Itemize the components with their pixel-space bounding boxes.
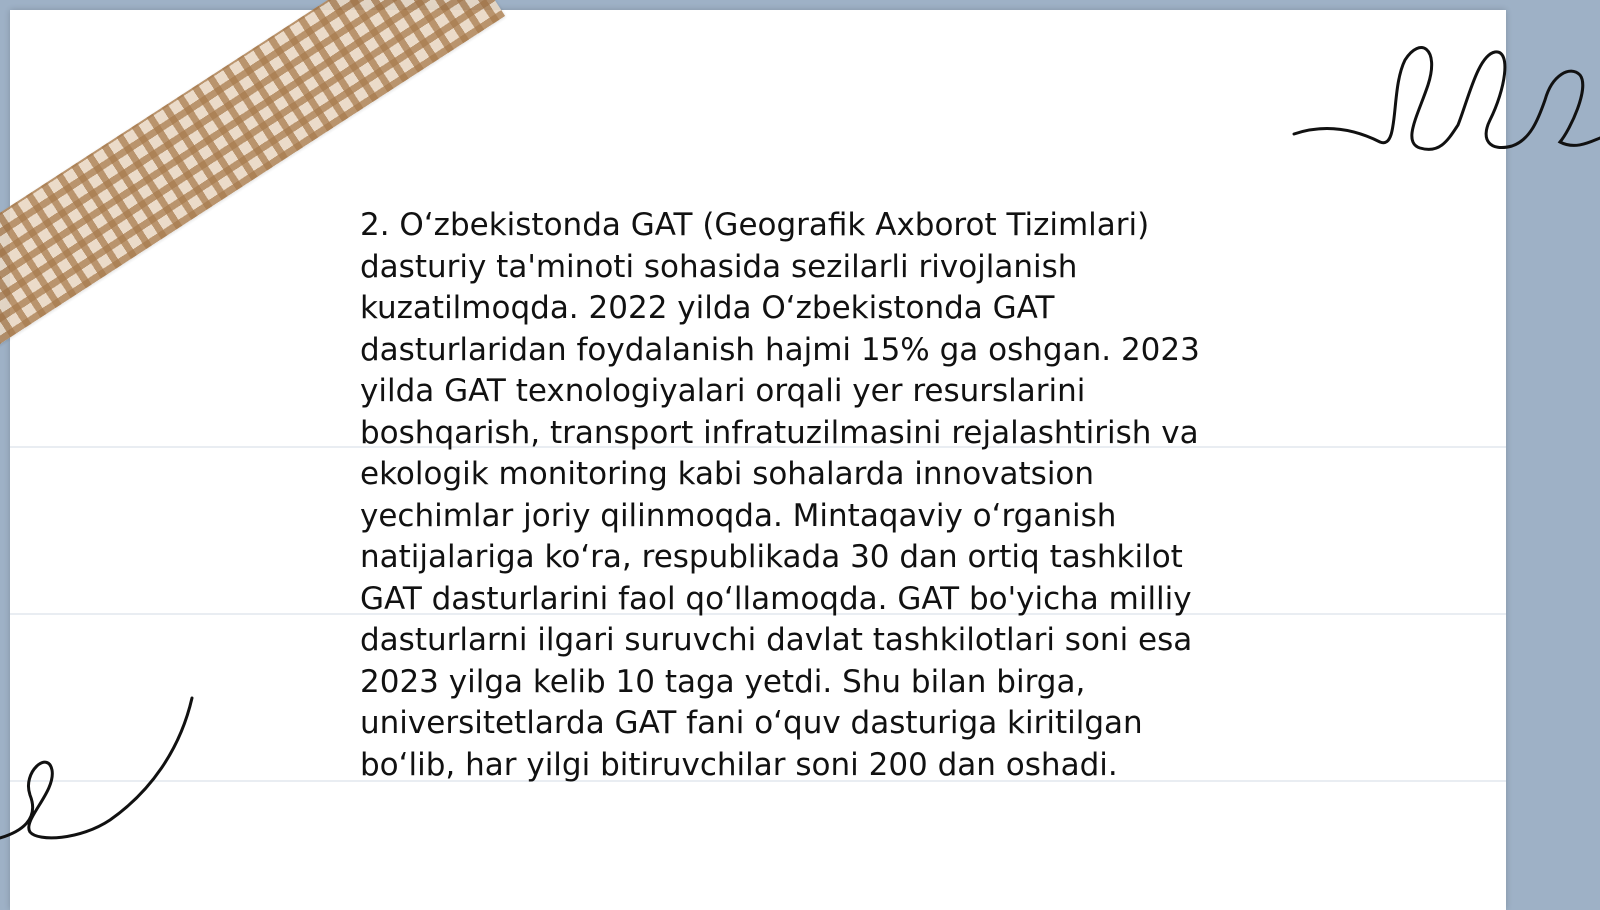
swirl-scribble-icon bbox=[0, 690, 200, 850]
paragraph-line: bo‘lib, har yilgi bitiruvchilar soni 200 dan oshadi. bbox=[360, 746, 1118, 783]
paragraph-line: dasturlaridan foydalanish hajmi 15% ga oshgan. 2023 bbox=[360, 331, 1200, 368]
body-paragraph bbox=[360, 205, 1260, 786]
paragraph-line: 2023 yilga kelib 10 taga yetdi. Shu bilan birga, bbox=[360, 663, 1086, 700]
paragraph-line: dasturiy ta'minoti sohasida sezilarli rivojlanish bbox=[360, 248, 1078, 285]
paragraph-line: yilda GAT texnologiyalari orqali yer resurslarini bbox=[360, 373, 1086, 409]
paragraph-line: boshqarish, transport infratuzilmasini rejalashtirish va bbox=[360, 414, 1199, 451]
loop-scribble-icon bbox=[1290, 30, 1600, 170]
paragraph-line: natijalariga ko‘ra, respublikada 30 dan ortiq tashkilot bbox=[360, 539, 1183, 575]
paragraph-line: yechimlar joriy qilinmoqda. Mintaqaviy o‘rganish bbox=[360, 497, 1117, 534]
paragraph-line: ekologik monitoring kabi sohalarda innovatsion bbox=[360, 456, 1095, 492]
paragraph-line: dasturlarni ilgari suruvchi davlat tashkilotlari soni esa bbox=[360, 622, 1193, 658]
paragraph-line: universitetlarda GAT fani o‘quv dasturiga kiritilgan bbox=[360, 705, 1143, 741]
paragraph-line: 2. O‘zbekistonda GAT (Geografik Axborot Tizimlari) bbox=[360, 207, 1150, 243]
paragraph-line: kuzatilmoqda. 2022 yilda O‘zbekistonda GAT bbox=[360, 290, 1055, 326]
paragraph-line: GAT dasturlarini faol qo‘llamoqda. GAT bo'yicha milliy bbox=[360, 580, 1192, 617]
